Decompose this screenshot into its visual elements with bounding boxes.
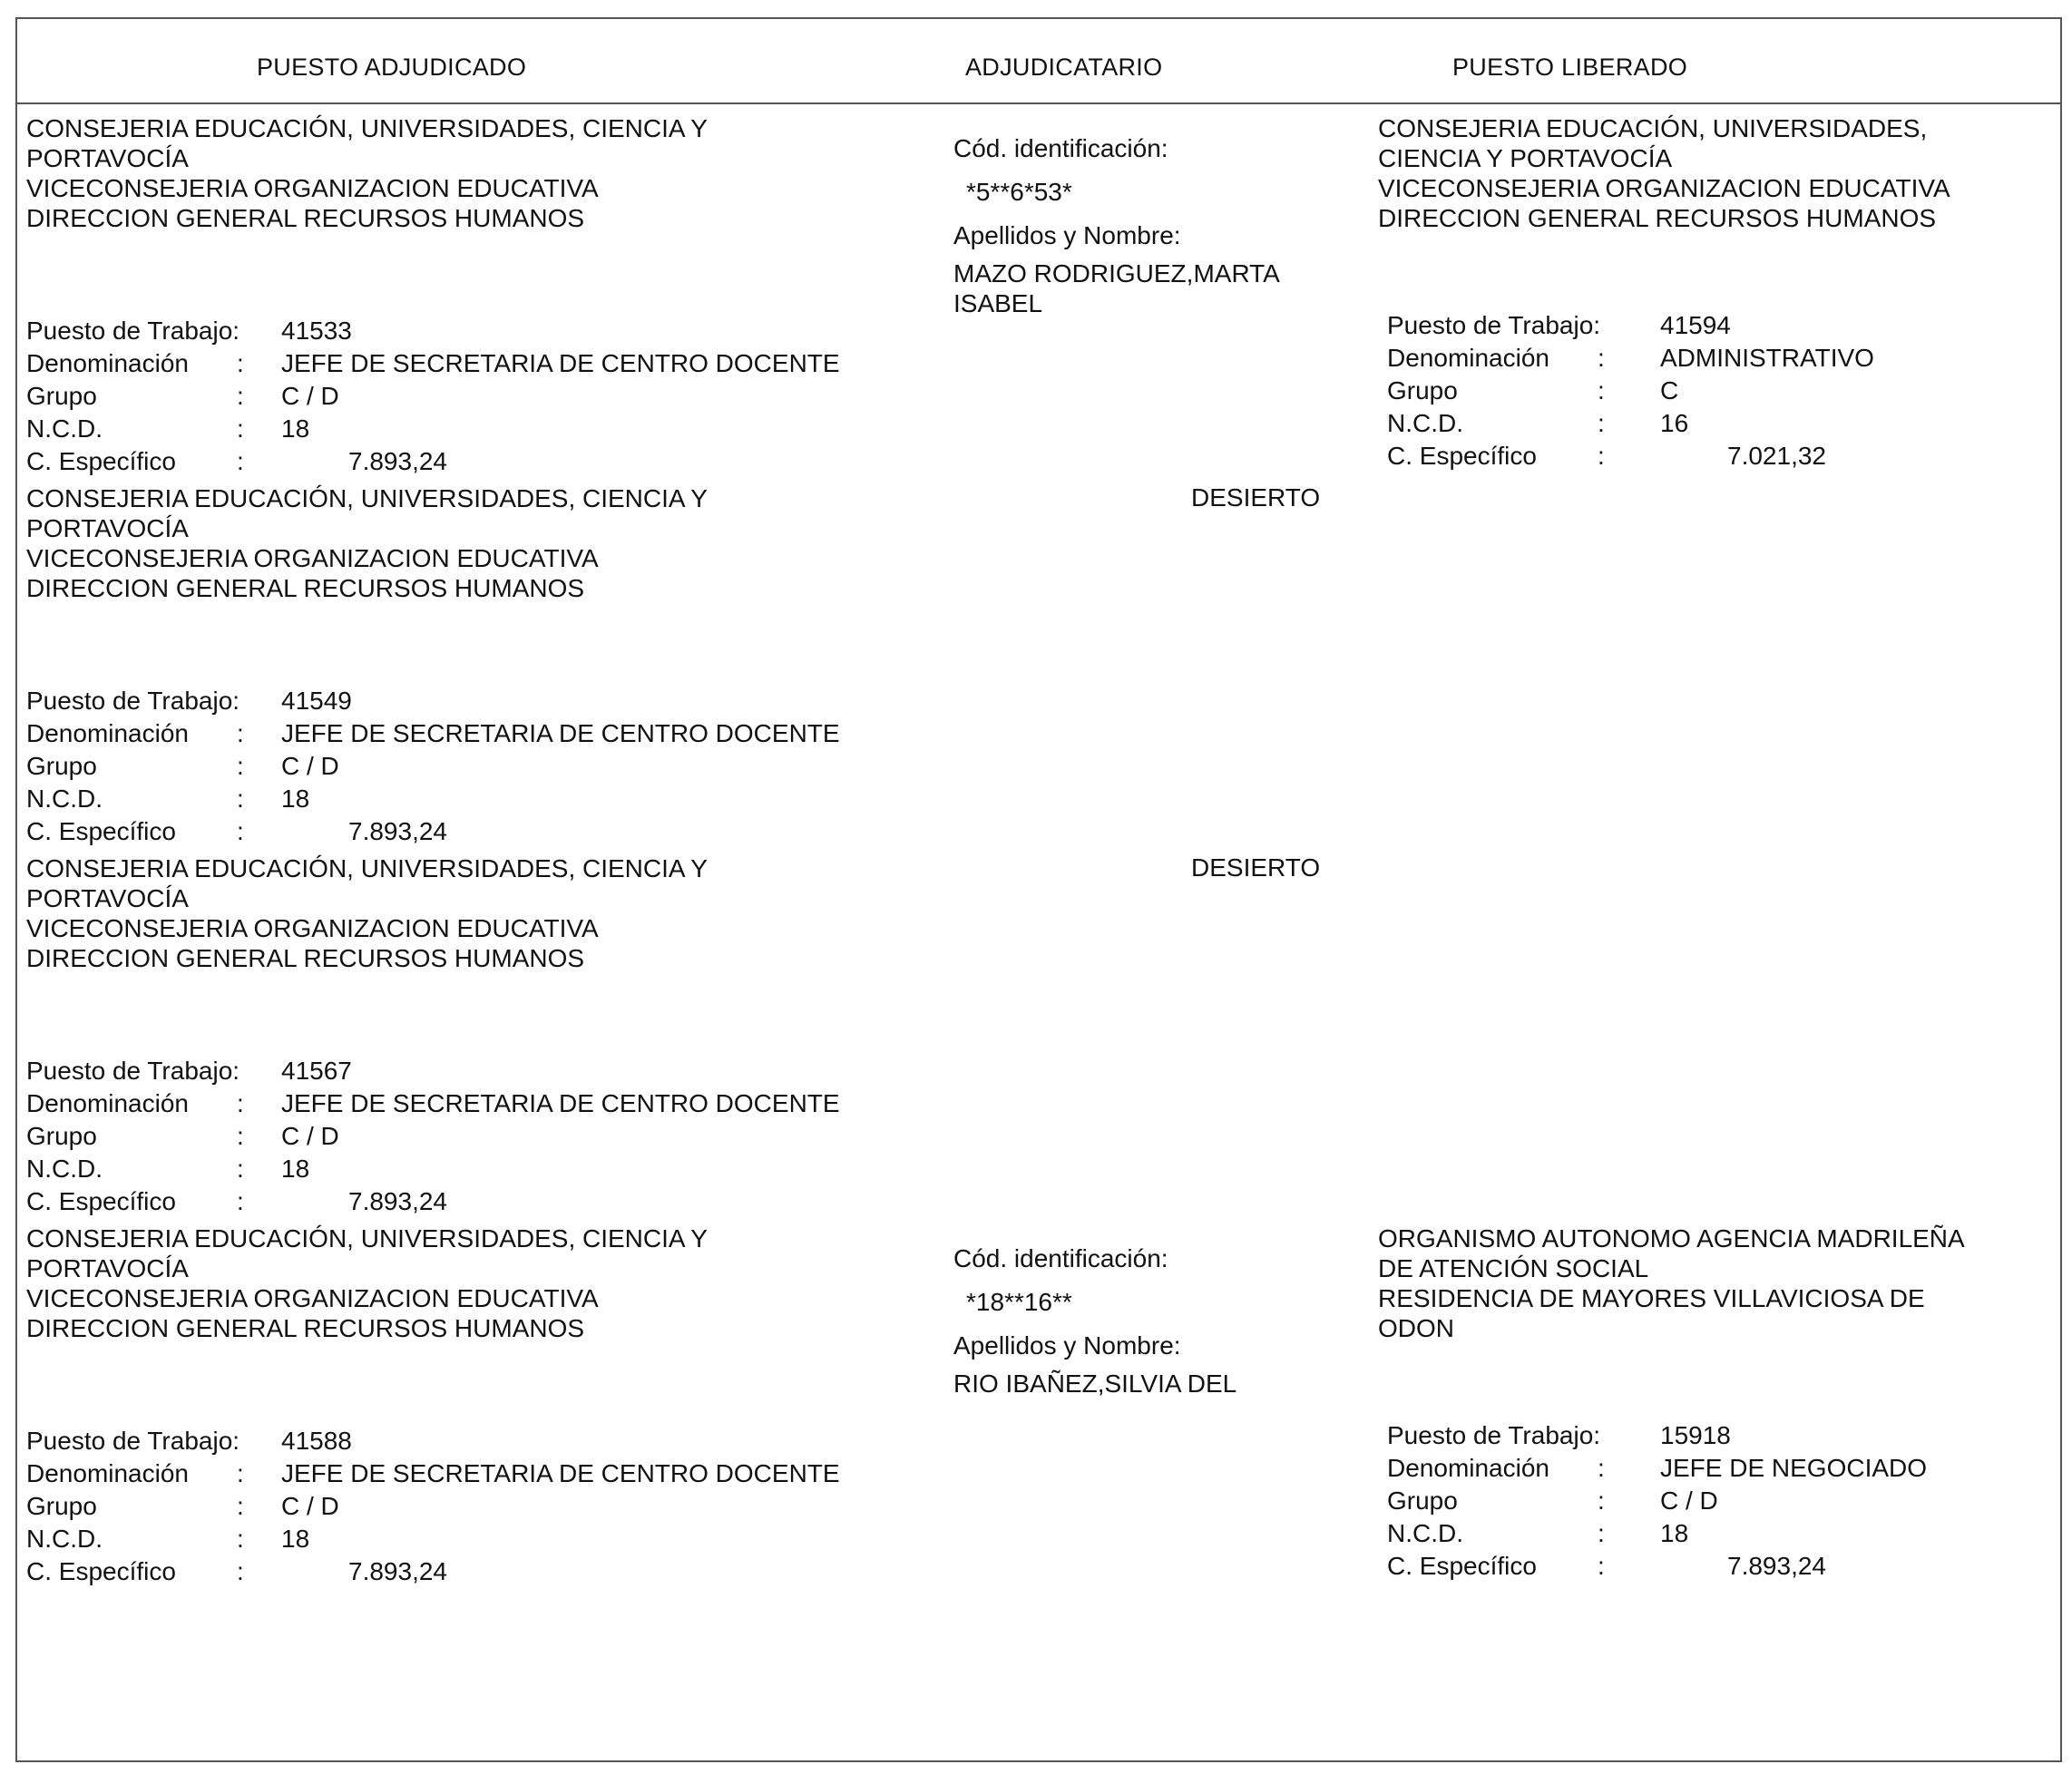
especifico-value: 7.893,24: [348, 817, 447, 845]
grupo-value: C / D: [281, 382, 339, 410]
desierto-status: DESIERTO: [1191, 483, 1321, 512]
denominacion-value: JEFE DE NEGOCIADO: [1660, 1454, 1928, 1482]
ncd-value: 16: [1660, 409, 1689, 437]
codigo-value: *18**16**: [966, 1288, 1072, 1316]
adjudicado-org: CONSEJERIA EDUCACIÓN, UNIVERSIDADES, CIENCIA Y PORTAVOCÍA VICECONSEJERIA ORGANIZACION EDUCATIVA DIRECCION GENERAL RECURSOS HUMANOS: [26, 854, 708, 972]
adjudicado-org: CONSEJERIA EDUCACIÓN, UNIVERSIDADES, CIENCIA Y PORTAVOCÍA VICECONSEJERIA ORGANIZACION EDUCATIVA DIRECCION GENERAL RECURSOS HUMANOS: [26, 1224, 708, 1342]
nombre-value: RIO IBAÑEZ,SILVIA DEL: [953, 1369, 1237, 1398]
especifico-value: 7.893,24: [348, 1187, 447, 1215]
especifico-value: 7.021,32: [1727, 442, 1826, 470]
especifico-value: 7.893,24: [348, 447, 447, 475]
denominacion-value: JEFE DE SECRETARIA DE CENTRO DOCENTE: [281, 349, 840, 377]
desierto-status: DESIERTO: [1191, 853, 1321, 882]
adjudicatario-block: Cód. identificación: *5**6*53* Apellidos y Nombre: MAZO RODRIGUEZ,MARTA ISABEL: [953, 132, 1334, 318]
header-divider: [17, 102, 2060, 104]
document-table: PUESTO ADJUDICADO ADJUDICATARIO PUESTO LIBERADO CONSEJERIA EDUCACIÓN, UNIVERSIDADES, CIENCIA Y PORTAVOCÍA VICECONSEJERIA ORGANIZACION EDUCATIVA DIRECCION GENERAL RECURSOS HUMANOS Puesto de Trabajo: 41533 Denominación : JEFE DE SECRETARIA DE CENTRO DOCENTE Grupo : C / D N.C.D. : 18 C. Específico : 7.893,24 Cód. identificación: *5**6*53* Apellidos y Nombre: MAZO RODRIGUEZ,MARTA ISABEL CONSEJERIA EDUCACIÓN, UNIVERSIDADES, CIENCIA Y PORTAVOCÍA VICECONSEJERIA ORGANIZACION EDUCATIVA DIRECCION GENERAL RECURSOS HUMANOS Puesto de Trabajo: 41594 Denominación : ADMINISTRATIVO Grupo : C N.C.D. : 16 C. Específico : 7.021,32 CONSEJERIA EDUCACIÓN, UNIVERSIDADES, CIENCIA Y PORTAVOCÍA VICECONSEJERIA ORGANIZACION EDUCATIVA DIRECCION GENERAL RECURSOS HUMANOS Puesto de Trabajo: 41549 Denominación : JEFE DE SECRETARIA DE CENTRO DOCENTE Grupo : C / D N.C.D. : 18 C. Específico : 7.893,24 DESIERTO CONSEJERIA EDUCACIÓN, UNIVERSIDADES, CIENCIA Y PORTAVOCÍA VICECONSEJERIA ORGANIZACION EDUCATIVA DIRECCION GENERAL RECURSOS HUMANOS Puesto de Trabajo: 41567 Denominación : JEFE DE SECRETARIA DE CENTRO DOCENTE Grupo : C / D N.C.D. : 18 C. Específico : 7.893,24 DESIERTO CONSEJERIA EDUCACIÓN, UNIVERSIDADES, CIENCIA Y PORTAVOCÍA VICECONSEJERIA ORGANIZACION EDUCATIVA DIRECCION GENERAL RECURSOS HUMANOS Puesto de Trabajo: 41588 Denominación : JEFE DE SECRETARIA DE CENTRO DOCENTE Grupo : C / D N.C.D. : 18 C. Específico : 7.893,24 Cód. identificación: *18**16** Apellidos y Nombre: RIO IBAÑEZ,SILVIA DEL ORGANISMO AUTONOMO AGENCIA MADRILEÑA DE ATENCIÓN SOCIAL RESIDENCIA DE MAYORES VILLAVICIOSA DE ODON Puesto de Trabajo: 15918 Denominación : JEFE DE NEGOCIADO Grupo : C / D N.C.D. : 18 C. Específico : 7.893,24: [15, 17, 2062, 1762]
denominacion-value: JEFE DE SECRETARIA DE CENTRO DOCENTE: [281, 1459, 840, 1487]
puesto-value: 41594: [1660, 311, 1731, 339]
especifico-value: 7.893,24: [1727, 1552, 1826, 1580]
ncd-value: 18: [1660, 1519, 1689, 1547]
codigo-value: *5**6*53*: [966, 178, 1072, 206]
grupo-value: C / D: [281, 1492, 339, 1520]
adjudicado-org: CONSEJERIA EDUCACIÓN, UNIVERSIDADES, CIENCIA Y PORTAVOCÍA VICECONSEJERIA ORGANIZACION EDUCATIVA DIRECCION GENERAL RECURSOS HUMANOS: [26, 114, 708, 232]
header-adjudicatario: ADJUDICATARIO: [965, 54, 1163, 81]
puesto-value: 41549: [281, 687, 352, 715]
puesto-value: 41533: [281, 317, 352, 345]
adjudicatario-block: Cód. identificación: *18**16** Apellidos y Nombre: RIO IBAÑEZ,SILVIA DEL: [953, 1242, 1334, 1399]
especifico-value: 7.893,24: [348, 1557, 447, 1585]
ncd-value: 18: [281, 1525, 310, 1553]
ncd-value: 18: [281, 414, 310, 443]
liberado-org: CONSEJERIA EDUCACIÓN, UNIVERSIDADES, CIENCIA Y PORTAVOCÍA VICECONSEJERIA ORGANIZACION EDUCATIVA DIRECCION GENERAL RECURSOS HUMANOS: [1378, 114, 1950, 232]
header-puesto-liberado: PUESTO LIBERADO: [1452, 54, 1688, 81]
denominacion-value: ADMINISTRATIVO: [1660, 344, 1874, 372]
ncd-value: 18: [281, 785, 310, 813]
grupo-value: C / D: [281, 752, 339, 780]
grupo-value: C / D: [1660, 1486, 1718, 1515]
denominacion-value: JEFE DE SECRETARIA DE CENTRO DOCENTE: [281, 1089, 840, 1117]
puesto-value: 41567: [281, 1057, 352, 1085]
grupo-value: C: [1660, 376, 1679, 405]
ncd-value: 18: [281, 1155, 310, 1183]
denominacion-value: JEFE DE SECRETARIA DE CENTRO DOCENTE: [281, 719, 840, 747]
puesto-value: 41588: [281, 1427, 352, 1455]
header-puesto-adjudicado: PUESTO ADJUDICADO: [257, 54, 527, 81]
puesto-value: 15918: [1660, 1421, 1731, 1449]
liberado-org: ORGANISMO AUTONOMO AGENCIA MADRILEÑA DE ATENCIÓN SOCIAL RESIDENCIA DE MAYORES VILLAVICIOSA DE ODON: [1378, 1224, 1965, 1342]
grupo-value: C / D: [281, 1122, 339, 1150]
nombre-value: MAZO RODRIGUEZ,MARTA ISABEL: [953, 259, 1280, 317]
adjudicado-org: CONSEJERIA EDUCACIÓN, UNIVERSIDADES, CIENCIA Y PORTAVOCÍA VICECONSEJERIA ORGANIZACION EDUCATIVA DIRECCION GENERAL RECURSOS HUMANOS: [26, 484, 708, 602]
